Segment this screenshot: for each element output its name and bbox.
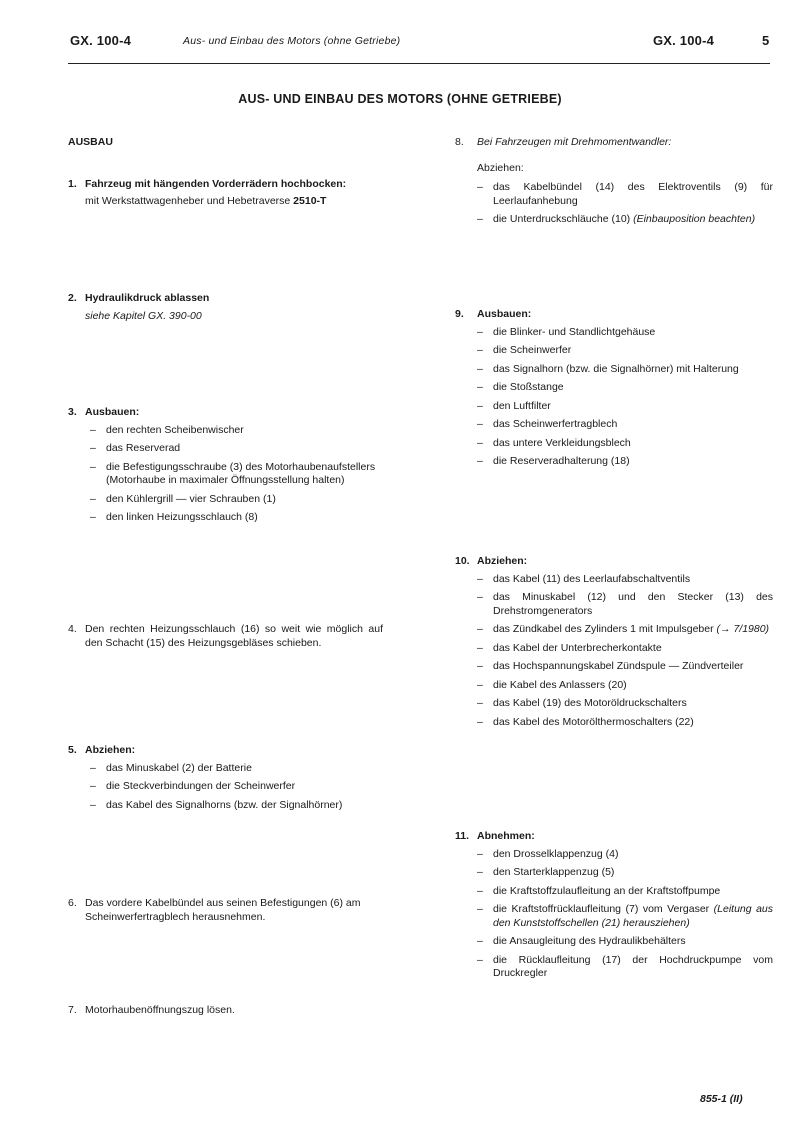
list-item: – das Minuskabel (12) und den Stecker (13) des Drehstromgenerators — [477, 591, 773, 617]
list-item: – das Kabelbündel (14) des Elektroventils (9) für Leerlaufanhebung — [477, 181, 773, 207]
step-3 — [68, 406, 383, 530]
step-6 — [68, 897, 383, 924]
step-1 — [68, 178, 383, 208]
list-item: – die Kabel des Anlassers (20) — [477, 678, 627, 691]
step-number: 8. — [455, 136, 464, 148]
step-items — [68, 762, 383, 813]
list-item: – die Ansaugleitung des Hydraulikbehälters — [477, 935, 686, 947]
footer-reference: 855-1 (II) — [700, 1093, 743, 1105]
step-text: Den rechten Heizungsschlauch (16) so weit wie möglich auf den Schacht (15) des Heizungsgebläses schieben. — [85, 623, 383, 649]
step-heading: Abziehen: — [477, 555, 528, 567]
step-number: 11. — [455, 830, 470, 842]
header-rule — [68, 63, 770, 64]
list-item: – das Kabel (11) des Leerlaufabschaltventils — [477, 572, 691, 585]
step-9 — [455, 308, 773, 474]
header-code-right: GX. 100-4 — [653, 33, 715, 48]
step-11 — [455, 830, 773, 986]
list-item: – das Kabel der Unterbrecherkontakte — [477, 641, 662, 654]
step-items — [455, 326, 773, 469]
page-number: 5 — [762, 33, 770, 48]
list-item: – den Drosselklappenzug (4) — [477, 847, 619, 860]
step-heading: Ausbauen: — [85, 406, 140, 418]
list-item: – das Reserverad — [90, 442, 181, 454]
step-heading: Bei Fahrzeugen mit Drehmomentwandler: — [477, 136, 672, 148]
step-items — [455, 181, 773, 227]
list-item: – die Scheinwerfer — [477, 344, 572, 356]
step-number: 1. — [68, 178, 77, 190]
list-item: – das Signalhorn (bzw. die Signalhörner) mit Halterung — [477, 362, 739, 375]
list-item: – das Hochspannungskabel Zündspule — Zündverteiler — [477, 660, 744, 672]
step-heading: Abziehen: — [85, 744, 136, 756]
step-heading: Abnehmen: — [477, 830, 535, 842]
step-10 — [455, 555, 773, 734]
list-item: – das Scheinwerfertragblech — [477, 418, 618, 430]
list-item: – die Kraftstoffrücklaufleitung (7) vom Vergaser (Leitung aus den Kunststoffschellen (21) herausziehen) — [477, 903, 773, 929]
list-item: – die Reserveradhalterung (18) — [477, 455, 630, 467]
step-number: 7. — [68, 1004, 77, 1016]
list-item: – die Befestigungsschraube (3) des Motorhaubenaufstellers (Motorhaube in maximaler Öffnungsstellung halten) — [90, 460, 376, 486]
list-item: – das Minuskabel (2) der Batterie — [90, 761, 252, 774]
step-heading: Fahrzeug mit hängenden Vorderrädern hochbocken: — [85, 178, 347, 190]
page-title: AUS- UND EINBAU DES MOTORS (OHNE GETRIEBE) — [238, 92, 562, 106]
step-8 — [455, 136, 773, 232]
step-4 — [68, 623, 383, 650]
step-items — [68, 424, 383, 525]
list-item: – das Kabel des Motorölthermoschalters (22) — [477, 715, 694, 728]
list-item: – die Blinker- und Standlichtgehäuse — [477, 325, 656, 338]
step-number: 3. — [68, 406, 77, 418]
step-text: Motorhaubenöffnungszug lösen. — [85, 1004, 235, 1016]
list-item: – die Steckverbindungen der Scheinwerfer — [90, 780, 296, 792]
step-number: 5. — [68, 744, 77, 756]
step-5 — [68, 744, 383, 817]
list-item: – die Rücklaufleitung (17) der Hochdruckpumpe vom Druckregler — [477, 953, 773, 979]
header-code-left: GX. 100-4 — [70, 33, 132, 48]
step-number: 6. — [68, 897, 77, 909]
list-item: – das Kabel (19) des Motoröldruckschalters — [477, 697, 687, 709]
section-label: AUSBAU — [68, 136, 113, 148]
tool-reference: 2510-T — [293, 194, 327, 207]
header-title: Aus- und Einbau des Motors (ohne Getriebe) — [183, 35, 401, 47]
step-text: Das vordere Kabelbündel aus seinen Befestigungen (6) am Scheinwerfertragblech herausnehmen. — [85, 897, 361, 923]
step-items — [455, 573, 773, 730]
list-item: – das untere Verkleidungsblech — [477, 436, 631, 449]
list-item: – das Zündkabel des Zylinders 1 mit Impulsgeber (→ 7/1980) — [477, 623, 770, 635]
step-number: 2. — [68, 292, 77, 304]
step-intro: Abziehen: — [477, 161, 524, 174]
step-heading: Ausbauen: — [477, 308, 532, 320]
list-item: – die Unterdruckschläuche (10) (Einbauposition beachten) — [477, 213, 756, 225]
step-items — [455, 848, 773, 981]
step-text: mit Werkstattwagenheber und Hebetraverse — [85, 194, 294, 207]
list-item: – den Starterklappenzug (5) — [477, 866, 615, 878]
step-number: 4. — [68, 623, 77, 635]
step-heading: Hydraulikdruck ablassen — [85, 292, 210, 304]
list-item: – den linken Heizungsschlauch (8) — [90, 511, 258, 523]
list-item: – den rechten Scheibenwischer — [90, 423, 244, 436]
list-item: – die Kraftstoffzulaufleitung an der Kraftstoffpumpe — [477, 884, 721, 897]
step-2 — [68, 292, 383, 323]
list-item: – das Kabel des Signalhorns (bzw. der Signalhörner) — [90, 798, 343, 811]
list-item: – die Stoßstange — [477, 381, 564, 393]
step-text: siehe Kapitel GX. 390-00 — [85, 309, 202, 322]
step-number: 10. — [455, 555, 470, 567]
step-number: 9. — [455, 308, 464, 320]
list-item: – den Luftfilter — [477, 399, 551, 412]
step-7 — [68, 1004, 383, 1018]
list-item: – den Kühlergrill — vier Schrauben (1) — [90, 492, 276, 505]
